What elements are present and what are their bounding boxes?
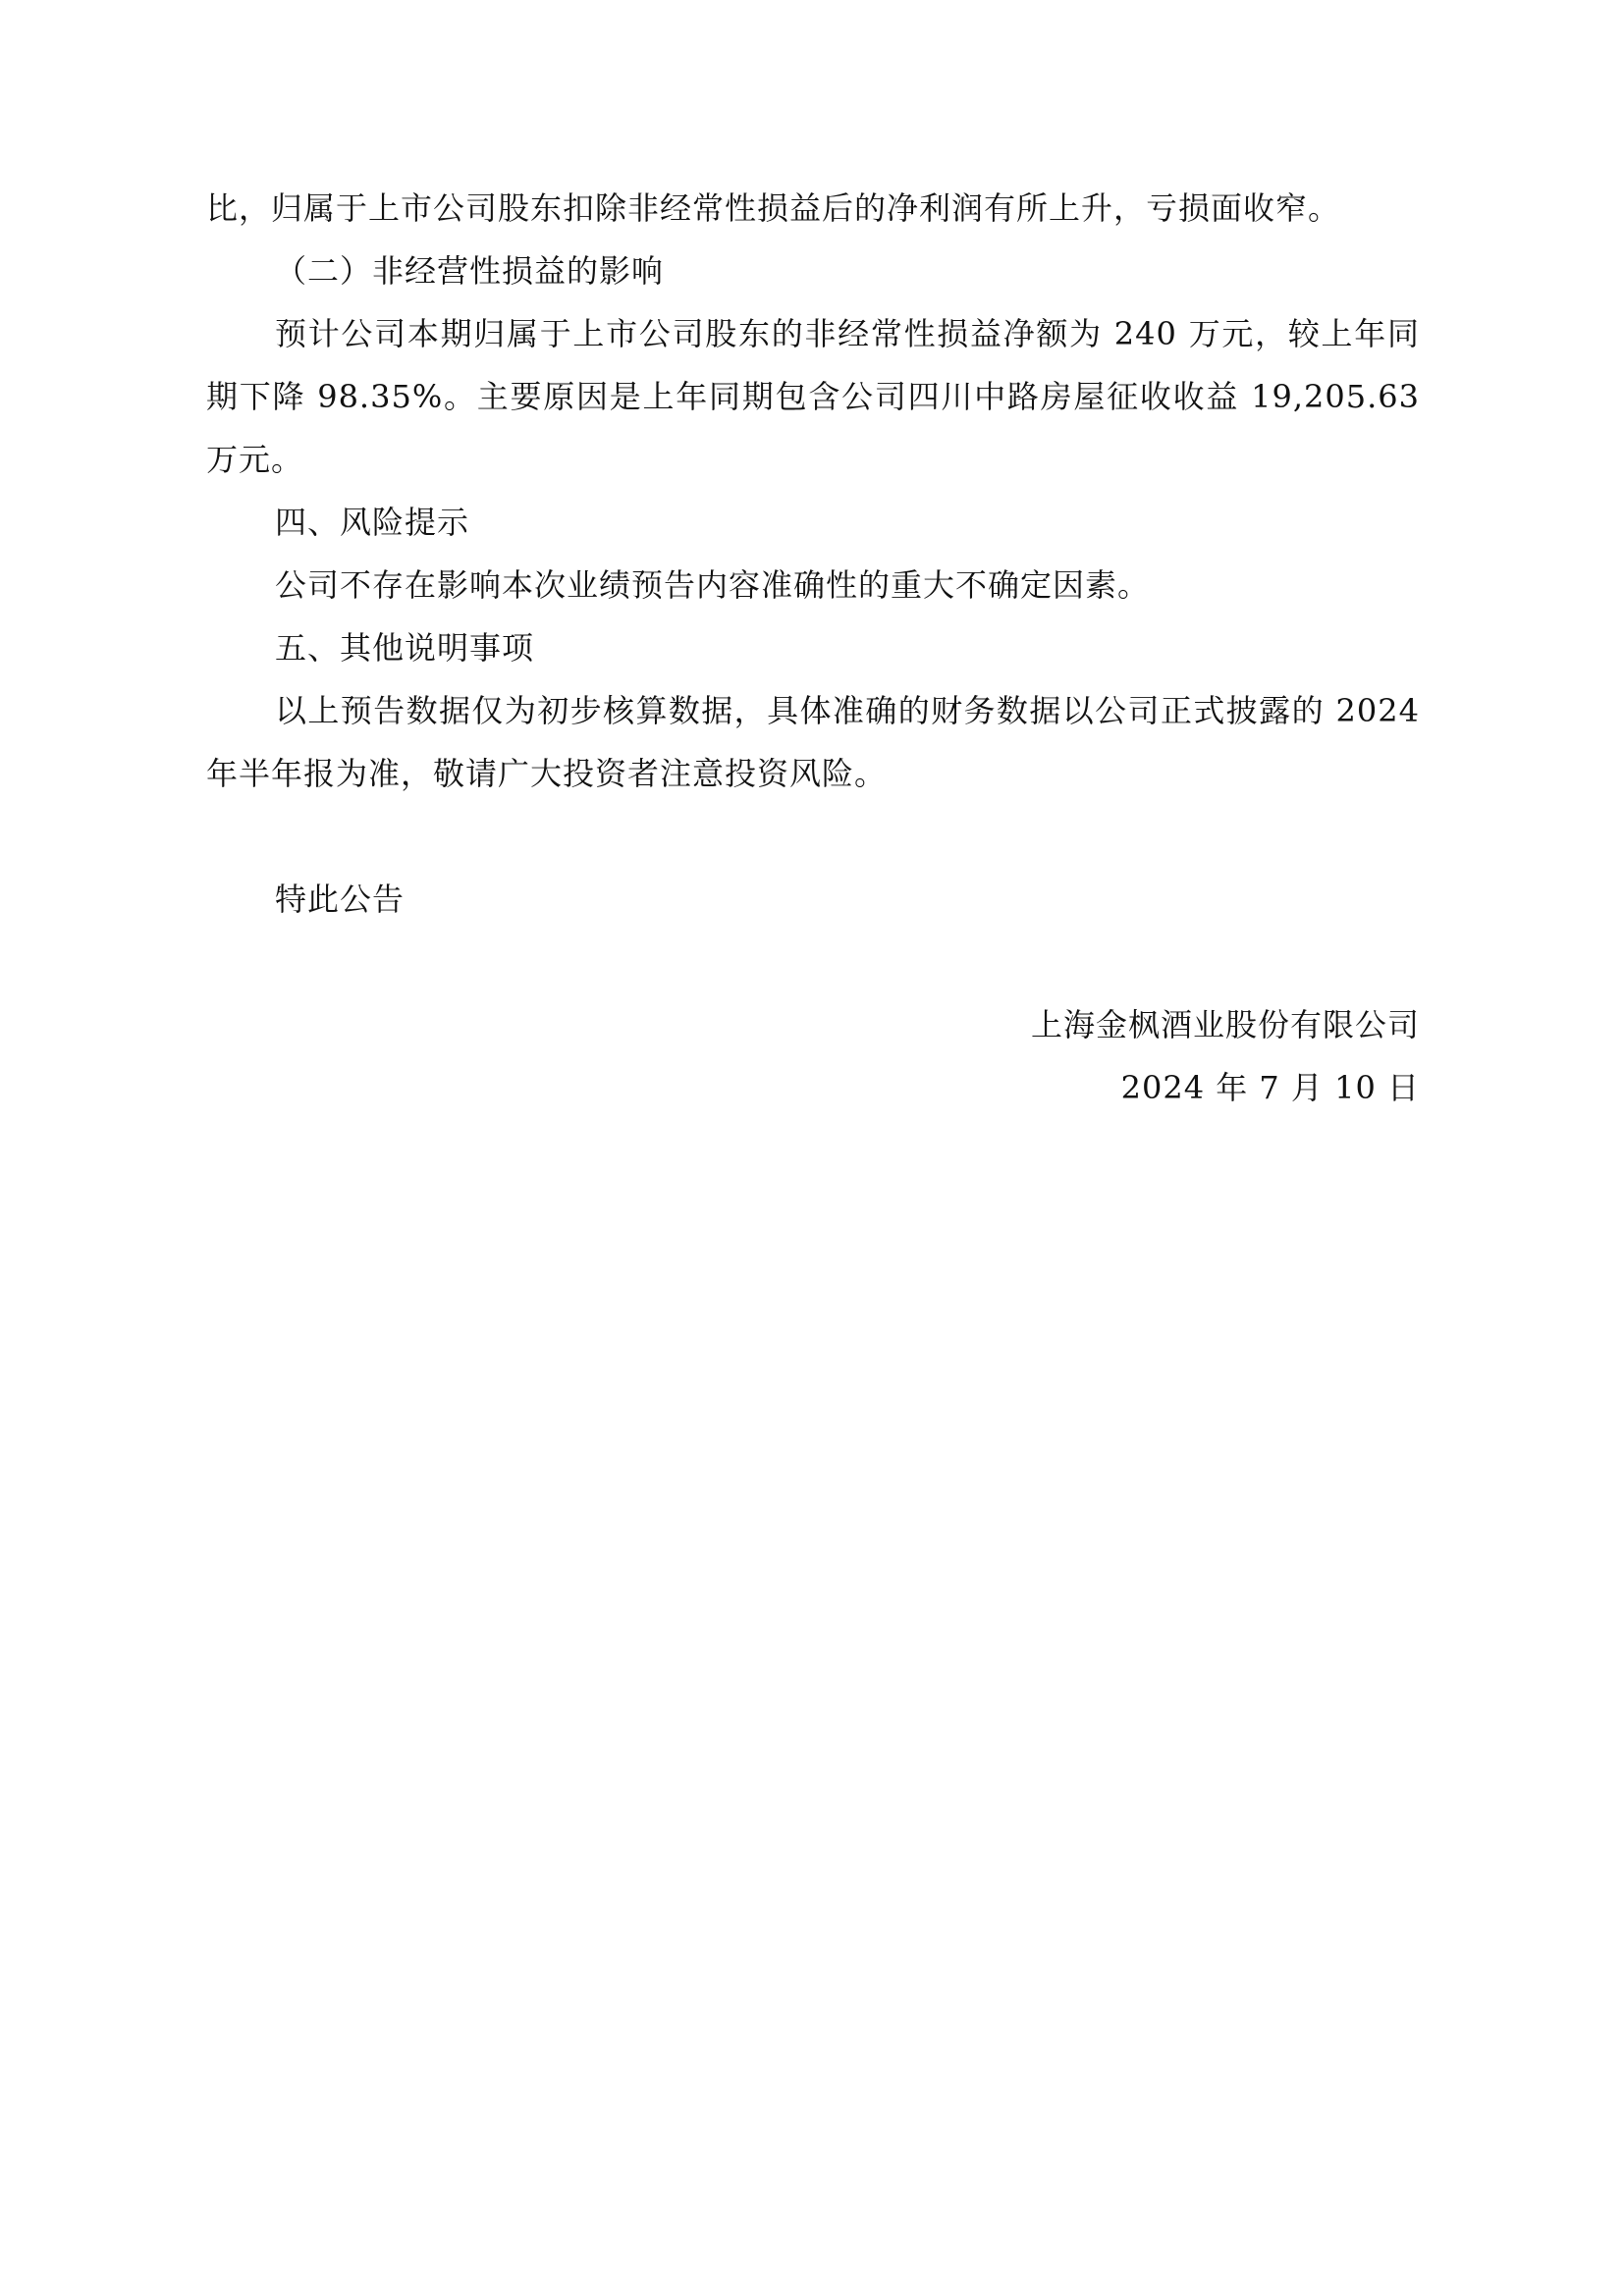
document-body — [206, 177, 1420, 1119]
signature-company: 上海金枫酒业股份有限公司 — [1030, 1006, 1420, 1043]
paragraph-other: 以上预告数据仅为初步核算数据，具体准确的财务数据以公司正式披露的 2024 年半年报为准，敬请广大投资者注意投资风险。 — [206, 692, 1420, 792]
spacer — [206, 931, 1420, 993]
paragraph-risk: 公司不存在影响本次业绩预告内容准确性的重大不确定因素。 — [275, 566, 1151, 604]
section-heading-nonrecurring: （二）非经营性损益的影响 — [275, 252, 665, 290]
closing-statement: 特此公告 — [275, 881, 406, 918]
paragraph-nonrecurring: 预计公司本期归属于上市公司股东的非经常性损益净额为 240 万元，较上年同期下降 98.35%。主要原因是上年同期包含公司四川中路房屋征收收益 19,205.63 万元。 — [206, 315, 1420, 478]
spacer — [206, 805, 1420, 868]
signature-date: 2024 年 7 月 10 日 — [1120, 1069, 1420, 1106]
section-heading-other: 五、其他说明事项 — [275, 629, 535, 667]
section-heading-risk: 四、风险提示 — [275, 504, 470, 541]
paragraph-continuation: 比，归属于上市公司股东扣除非经常性损益后的净利润有所上升，亏损面收窄。 — [206, 189, 1341, 227]
